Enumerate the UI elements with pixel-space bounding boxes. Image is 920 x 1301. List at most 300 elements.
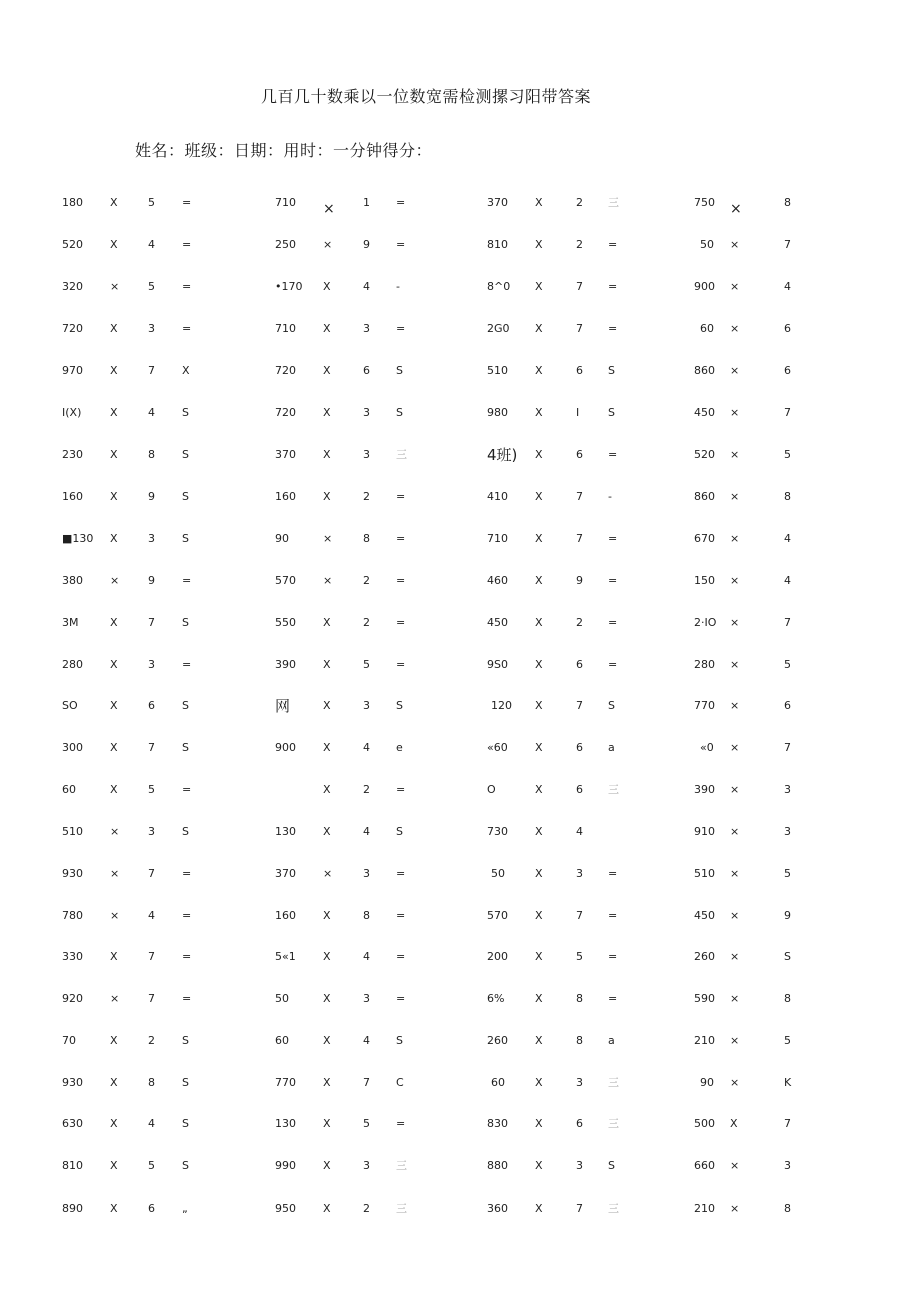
problem-operator: X [535,448,543,461]
problem-operator: X [323,322,331,335]
problem-number: 3M [62,616,79,629]
problem-equals: S [396,699,403,712]
problem-number: 160 [62,490,83,503]
problem-number: 370 [275,867,296,880]
problem-operator: X [535,532,543,545]
problem-operator: × [110,825,120,838]
problem-operator: X [323,825,331,838]
problem-operator: X [323,280,331,293]
problem-multiplier: 5 [148,783,155,796]
problem-row [0,445,920,465]
problem-equals: S [182,699,189,712]
problem-multiplier: 8 [363,909,370,922]
problem-operator: X [323,741,331,754]
problem-row [0,696,920,716]
problem-row [0,947,920,967]
problem-equals: = [182,280,192,293]
problem-number: 320 [62,280,83,293]
problem-number: 50 [491,867,505,880]
problem-operator: X [110,490,118,503]
problem-number: 890 [62,1202,83,1215]
problem-equals: e [396,741,403,754]
problem-operator: × [730,448,740,461]
problem-operator: × [323,532,333,545]
problem-number: 920 [62,992,83,1005]
problem-multiplier: 4 [148,406,155,419]
problem-operator: × [730,741,740,754]
problem-multiplier: 9 [576,574,583,587]
problem-operator: X [535,992,543,1005]
problem-multiplier: 8 [784,992,791,1005]
problem-equals: = [182,196,192,209]
problem-multiplier: 3 [148,532,155,545]
problem-equals: 三 [608,1076,619,1089]
problem-multiplier: 7 [576,322,583,335]
problem-multiplier: 2 [363,616,370,629]
problem-number: 380 [62,574,83,587]
problem-equals: = [396,616,406,629]
problem-operator: X [535,658,543,671]
problem-equals: = [608,280,618,293]
problem-operator: × [110,867,120,880]
problem-equals: = [608,238,618,251]
problem-row [0,1114,920,1134]
problem-number: 60 [491,1076,505,1089]
problem-multiplier: K [784,1076,792,1089]
problem-row [0,1031,920,1051]
problem-multiplier: S [784,950,791,963]
problem-multiplier: 3 [576,1076,583,1089]
student-info-line: 姓名：班级：日期：用时：一分钟得分： [135,141,433,160]
problem-operator: × [730,1076,740,1089]
problem-number: •170 [275,280,303,293]
problem-multiplier: 6 [576,783,583,796]
problem-multiplier: 6 [363,364,370,377]
problem-multiplier: 8 [148,1076,155,1089]
problem-number: 2G0 [487,322,510,335]
problem-number: 8^0 [487,280,511,293]
problem-equals: 三 [396,448,407,461]
problem-multiplier: 3 [576,867,583,880]
problem-row [0,1073,920,1093]
problem-equals: = [396,532,406,545]
problem-multiplier: 5 [363,1117,370,1130]
problem-operator: × [730,909,740,922]
problem-number: 510 [487,364,508,377]
problem-operator: X [323,364,331,377]
problem-equals: = [608,992,618,1005]
problem-equals: 三 [396,1202,407,1215]
problem-equals: 三 [608,783,619,796]
problem-operator: X [323,490,331,503]
problem-multiplier: 4 [148,909,155,922]
problem-number: 160 [275,909,296,922]
problem-operator: X [110,238,118,251]
problem-equals: S [608,699,615,712]
problem-equals: S [182,490,189,503]
problem-multiplier: 8 [784,1202,791,1215]
problem-operator: X [110,196,118,209]
problem-row [0,989,920,1009]
problem-number: 770 [694,699,715,712]
problem-operator: × [730,1202,740,1215]
problem-number: 750 [694,196,715,209]
problem-operator: X [535,196,543,209]
problem-operator: X [535,783,543,796]
problem-multiplier: 7 [148,616,155,629]
problem-operator: X [323,448,331,461]
problem-row [0,403,920,423]
problem-operator: × [110,992,120,1005]
problem-number: 50 [700,238,714,251]
problem-operator: X [535,699,543,712]
problem-multiplier: 6 [784,322,791,335]
problem-operator: × [110,909,120,922]
problem-number: 860 [694,490,715,503]
problem-equals: = [608,616,618,629]
problem-operator: X [535,1117,543,1130]
problem-operator: × [323,574,333,587]
problem-equals: - [608,490,612,503]
problem-operator: × [323,238,333,251]
problem-operator: × [730,490,740,503]
problem-operator: X [730,1117,738,1130]
problem-row [0,613,920,633]
problem-equals: = [396,783,406,796]
problem-operator: X [323,909,331,922]
problem-operator: X [323,1034,331,1047]
problem-number: 60 [62,783,76,796]
problem-operator: × [730,1159,740,1172]
problem-operator: × [730,406,740,419]
problem-row [0,822,920,842]
problem-number: 230 [62,448,83,461]
problem-multiplier: 3 [363,699,370,712]
problem-operator: X [323,1117,331,1130]
problem-number: 450 [694,406,715,419]
problem-number: 510 [62,825,83,838]
problem-equals: = [396,992,406,1005]
problem-multiplier: 2 [363,783,370,796]
problem-row [0,529,920,549]
problem-number: 770 [275,1076,296,1089]
problem-number: 450 [487,616,508,629]
problem-row [0,319,920,339]
problem-row [0,571,920,591]
problem-multiplier: 3 [148,825,155,838]
problem-equals: C [396,1076,404,1089]
problem-number: 810 [487,238,508,251]
problem-number: 510 [694,867,715,880]
problem-equals: = [608,574,618,587]
problem-multiplier: 7 [784,406,791,419]
problem-equals: = [396,867,406,880]
problem-number: 500 [694,1117,715,1130]
problem-equals: S [182,616,189,629]
problem-multiplier: 3 [784,783,791,796]
problem-number: 90 [275,532,289,545]
problem-number: 570 [487,909,508,922]
problem-multiplier: 7 [363,1076,370,1089]
problem-number: 880 [487,1159,508,1172]
problem-equals: 三 [396,1159,407,1172]
problem-number: 710 [487,532,508,545]
problem-equals: S [396,364,403,377]
problem-equals: „ [182,1202,188,1215]
problem-operator: X [323,1076,331,1089]
problem-operator: X [535,825,543,838]
problem-multiplier: 6 [784,364,791,377]
problem-number: 4班) [487,446,518,464]
problem-multiplier: 5 [363,658,370,671]
problem-equals: S [396,406,403,419]
problem-equals: S [182,1159,189,1172]
problem-equals: = [182,867,192,880]
problem-number: 150 [694,574,715,587]
problem-operator: X [323,616,331,629]
problem-multiplier: 7 [576,909,583,922]
problem-equals: a [608,1034,615,1047]
problem-operator: X [110,448,118,461]
problem-equals: = [182,574,192,587]
problem-multiplier: 4 [363,950,370,963]
problem-operator: X [110,616,118,629]
problem-multiplier: 7 [576,280,583,293]
problem-equals: = [608,909,618,922]
problem-operator: × [730,1034,740,1047]
problem-operator: X [535,364,543,377]
problem-operator: X [535,867,543,880]
problem-operator: X [110,658,118,671]
problem-number: 720 [275,364,296,377]
problem-equals: S [182,406,189,419]
problem-equals: X [182,364,190,377]
problem-operator: X [110,1034,118,1047]
problem-operator: X [110,406,118,419]
problem-number: 590 [694,992,715,1005]
problem-multiplier: 6 [576,1117,583,1130]
problem-multiplier: 5 [784,448,791,461]
problem-multiplier: 4 [784,280,791,293]
problem-equals: 三 [608,196,619,209]
problem-multiplier: 3 [148,322,155,335]
problem-number: 网 [275,697,291,715]
problem-multiplier: 7 [784,616,791,629]
problem-operator: X [110,950,118,963]
problem-number: O [487,783,496,796]
problem-number: 260 [694,950,715,963]
problem-multiplier: 6 [148,699,155,712]
problem-number: 900 [275,741,296,754]
problem-equals: = [608,950,618,963]
problem-operator: X [110,1117,118,1130]
problem-operator: X [110,1076,118,1089]
problem-number: 300 [62,741,83,754]
problem-number: 70 [62,1034,76,1047]
problem-multiplier: 7 [784,741,791,754]
problem-number: 780 [62,909,83,922]
problem-equals: a [608,741,615,754]
problem-multiplier: 2 [363,490,370,503]
problem-number: 900 [694,280,715,293]
problem-multiplier: 5 [784,1034,791,1047]
problem-multiplier: 3 [148,658,155,671]
problem-operator: X [110,364,118,377]
problem-equals: = [608,658,618,671]
problem-operator: X [535,1159,543,1172]
problem-equals: = [396,574,406,587]
problem-multiplier: 8 [784,490,791,503]
problem-multiplier: 5 [784,867,791,880]
problem-multiplier: 7 [784,1117,791,1130]
problem-number: 210 [694,1202,715,1215]
problem-number: 460 [487,574,508,587]
problem-multiplier: 4 [784,574,791,587]
problem-operator: × [730,280,740,293]
problem-number: SO [62,699,78,712]
problem-number: 860 [694,364,715,377]
problem-equals: S [182,532,189,545]
problem-multiplier: 7 [148,950,155,963]
problem-row [0,864,920,884]
problem-multiplier: 7 [148,364,155,377]
problem-multiplier: 9 [784,909,791,922]
problem-multiplier: 1 [363,196,370,209]
problem-operator: × [323,867,333,880]
page-title: 几百几十数乘以一位数宽需检测摞习阳带答案 [260,87,591,106]
problem-multiplier: 6 [576,364,583,377]
problem-operator: X [110,1159,118,1172]
problem-equals: = [608,867,618,880]
problem-multiplier: 6 [576,658,583,671]
problem-multiplier: I [576,406,580,419]
problem-operator: X [535,280,543,293]
problem-multiplier: 6 [148,1202,155,1215]
problem-multiplier: 7 [148,992,155,1005]
problem-number: 370 [487,196,508,209]
problem-equals: = [396,490,406,503]
problem-equals: = [608,322,618,335]
problem-multiplier: 3 [576,1159,583,1172]
problem-multiplier: 9 [148,574,155,587]
problem-equals: - [396,280,400,293]
problem-multiplier: 2 [148,1034,155,1047]
problem-number: 130 [275,1117,296,1130]
problem-multiplier: 5 [148,280,155,293]
problem-number: 570 [275,574,296,587]
problem-equals: = [396,950,406,963]
problem-number: 60 [275,1034,289,1047]
problem-operator: × [730,322,740,335]
problem-number: 520 [694,448,715,461]
problem-operator: X [535,238,543,251]
problem-number: 410 [487,490,508,503]
problem-operator: X [535,1202,543,1215]
problem-equals: = [396,238,406,251]
problem-number: 210 [694,1034,715,1047]
problem-multiplier: 3 [363,322,370,335]
problem-number: «0 [700,741,714,754]
problem-number: 360 [487,1202,508,1215]
problem-equals: S [182,1117,189,1130]
problem-multiplier: 4 [576,825,583,838]
problem-multiplier: 6 [576,448,583,461]
problem-operator: × [730,616,740,629]
problem-number: I(X) [62,406,82,419]
problem-equals: = [396,196,406,209]
problem-operator: × [730,699,740,712]
problem-multiplier: 7 [784,238,791,251]
problem-multiplier: 8 [363,532,370,545]
problem-equals: S [396,825,403,838]
problem-multiplier: 2 [363,1202,370,1215]
problem-equals: = [182,950,192,963]
problem-multiplier: 4 [784,532,791,545]
problem-number: 180 [62,196,83,209]
problem-number: 130 [275,825,296,838]
problem-row [0,906,920,926]
problem-number: 720 [275,406,296,419]
problem-number: 730 [487,825,508,838]
problem-multiplier: 3 [784,1159,791,1172]
problem-number: 50 [275,992,289,1005]
problem-row [0,1156,920,1176]
problem-number: 670 [694,532,715,545]
problem-equals: = [182,992,192,1005]
problem-equals: = [182,909,192,922]
problem-number: 90 [700,1076,714,1089]
problem-number: 250 [275,238,296,251]
problem-equals: S [608,364,615,377]
problem-number: 980 [487,406,508,419]
problem-number: 710 [275,322,296,335]
problem-equals: = [396,1117,406,1130]
problem-number: 930 [62,867,83,880]
problem-operator: X [323,1202,331,1215]
problem-multiplier: 7 [576,490,583,503]
problem-number: 160 [275,490,296,503]
problem-row [0,780,920,800]
problem-operator: X [535,1034,543,1047]
problem-number: 5«1 [275,950,296,963]
problem-number: 970 [62,364,83,377]
problem-equals: 三 [608,1202,619,1215]
problem-number: 660 [694,1159,715,1172]
problem-multiplier: 7 [576,532,583,545]
problem-equals: S [396,1034,403,1047]
problem-operator: X [323,658,331,671]
problem-multiplier: 5 [576,950,583,963]
problem-multiplier: 3 [363,992,370,1005]
problem-number: 910 [694,825,715,838]
problem-operator: X [110,322,118,335]
problem-equals: = [182,658,192,671]
problem-multiplier: 8 [784,196,791,209]
problem-equals: S [182,448,189,461]
problem-row [0,235,920,255]
problem-equals: = [182,783,192,796]
problem-number: 720 [62,322,83,335]
problem-multiplier: 7 [576,1202,583,1215]
problem-operator: × [110,574,120,587]
problem-multiplier: 2 [363,574,370,587]
problem-multiplier: 6 [784,699,791,712]
problem-operator: X [535,574,543,587]
problem-number: 370 [275,448,296,461]
problem-operator: × [730,783,740,796]
problem-row [0,361,920,381]
problem-equals: = [396,909,406,922]
